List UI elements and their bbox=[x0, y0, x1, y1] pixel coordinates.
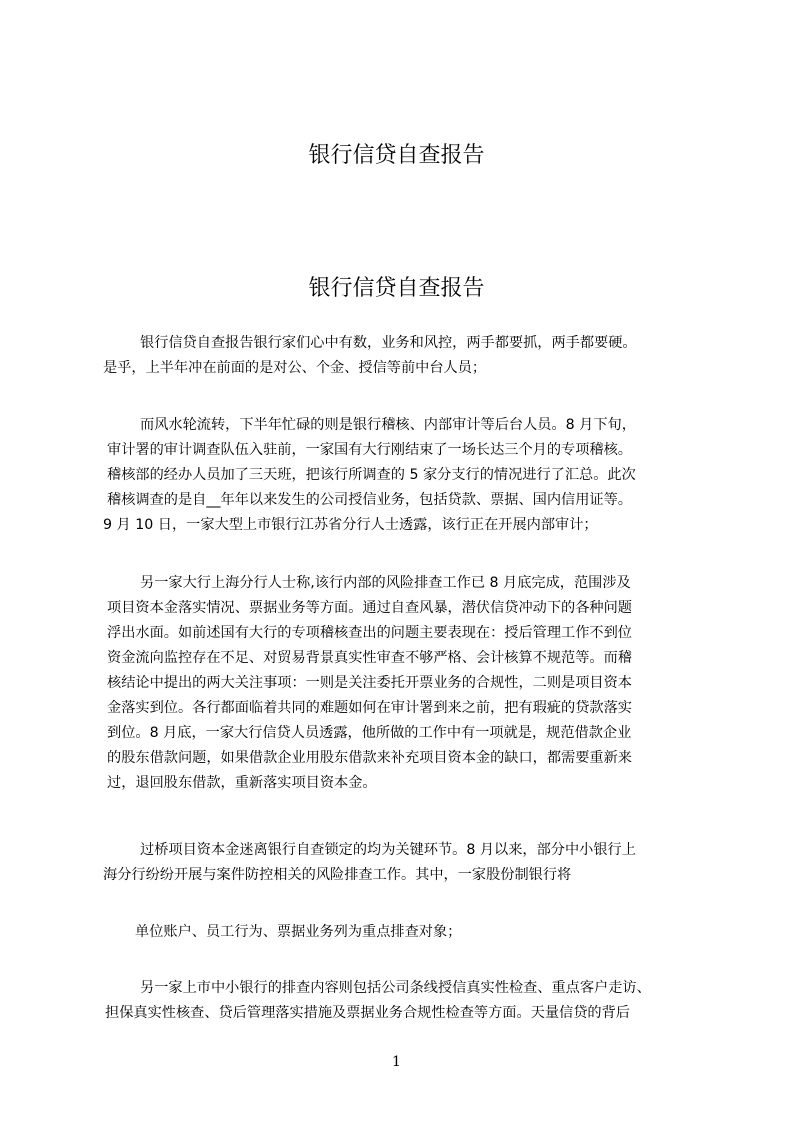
paragraph-2-line-3: 稽核部的经办人员加了三天班，把该行所调查的 5 家分支行的情况进行了汇总。此次 bbox=[107, 467, 636, 483]
paragraph-4-line-1: 过桥项目资本金迷离银行自查锁定的均为关键环节。8 月以来，部分中小银行上 bbox=[140, 842, 636, 858]
paragraph-6-line-2: 担保真实性核查、贷后管理落实措施及票据业务合规性检查等方面。天量信贷的背后 bbox=[105, 1005, 630, 1021]
paragraph-5-line-1: 单位账户、员工行为、票据业务列为重点排查对象； bbox=[135, 924, 462, 940]
document-title: 银行信贷自查报告 bbox=[308, 276, 485, 301]
paragraph-3-line-3: 浮出水面。如前述国有大行的专项稽核查出的问题主要表现在：授后管理工作不到位 bbox=[107, 625, 632, 641]
paragraph-3-line-9: 过，退回股东借款，重新落实项目资本金。 bbox=[107, 775, 377, 791]
paragraph-3-line-1: 另一家大行上海分行人士称,该行内部的风险排查工作已 8 月底完成，范围涉及 bbox=[140, 575, 631, 591]
paragraph-2-line-5: 9 月 10 日，一家大型上市银行江苏省分行人士透露，该行正在开展内部审计； bbox=[103, 517, 598, 533]
paragraph-1-line-2: 是乎，上半年冲在前面的是对公、个金、授信等前中台人员； bbox=[103, 360, 487, 376]
paragraph-2-line-4: 稽核调查的是自__年年以来发生的公司授信业务，包括贷款、票据、国内信用证等。 bbox=[107, 492, 632, 508]
paragraph-3-line-4: 资金流向监控存在不足、对贸易背景真实性审查不够严格、会计核算不规范等。而稽 bbox=[107, 650, 632, 666]
paragraph-2-line-1: 而风水轮流转，下半年忙碌的则是银行稽核、内部审计等后台人员。8 月下旬， bbox=[140, 417, 636, 433]
paragraph-3-line-2: 项目资本金落实情况、票据业务等方面。通过自查风暴，潜伏信贷冲动下的各种问题 bbox=[107, 600, 632, 616]
header-title: 银行信贷自查报告 bbox=[308, 143, 485, 168]
paragraph-2-line-2: 审计署的审计调查队伍入驻前，一家国有大行刚结束了一场长达三个月的专项稽核。 bbox=[107, 442, 632, 458]
paragraph-6-line-1: 另一家上市中小银行的排查内容则包括公司条线授信真实性检查、重点客户走访、 bbox=[140, 980, 651, 996]
paragraph-3-line-8: 的股东借款问题，如果借款企业用股东借款来补充项目资本金的缺口，都需要重新来 bbox=[107, 750, 632, 766]
paragraph-3-line-6: 金落实到位。各行都面临着共同的难题如何在审计署到来之前，把有瑕疵的贷款落实 bbox=[107, 700, 632, 716]
paragraph-4-line-2: 海分行纷纷开展与案件防控相关的风险排查工作。其中，一家股份制银行将 bbox=[103, 867, 572, 883]
paragraph-1-line-1: 银行信贷自查报告银行家们心中有数，业务和风控，两手都要抓，两手都要硬。 bbox=[140, 335, 637, 351]
page-number: 1 bbox=[392, 1054, 401, 1070]
paragraph-3-line-5: 核结论中提出的两大关注事项：一则是关注委托开票业务的合规性，二则是项目资本 bbox=[107, 675, 632, 691]
paragraph-3-line-7: 到位。8 月底，一家大行信贷人员透露，他所做的工作中有一项就是，规范借款企业 bbox=[107, 725, 632, 741]
